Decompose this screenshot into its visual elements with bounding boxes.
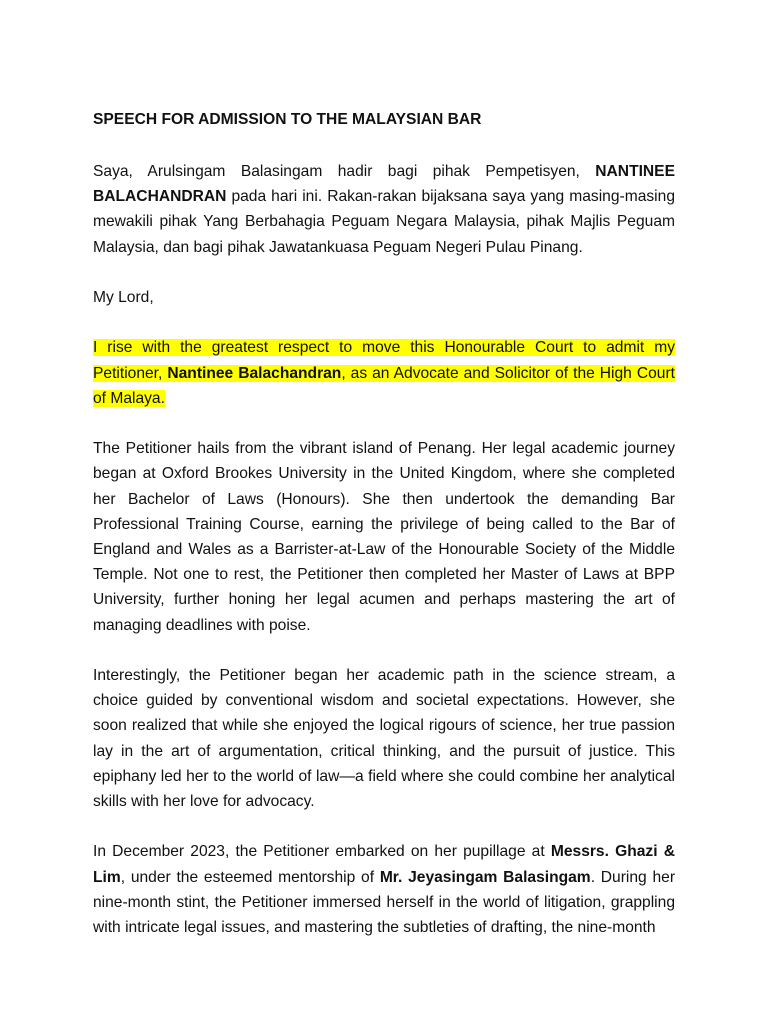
paragraph-salutation: My Lord, bbox=[93, 289, 154, 306]
spacer bbox=[93, 411, 675, 436]
paragraph-education: The Petitioner hails from the vibrant island of Penang. Her legal academic journey began at Oxford Brookes University in the United Kingdom, where she completed her Bachelor of Laws (Honours). She then undertook the demanding Bar Professional Training Course, earning the privilege of being called to the Bar of England and Wales as a Barrister-at-Law of the Honourable Society of the Middle Temple. Not one to rest, the Petitioner then completed her Master of Laws at BPP University, further honing her legal acumen and perhaps mastering the art of managing deadlines with poise. bbox=[93, 440, 675, 634]
document-title: SPEECH FOR ADMISSION TO THE MALAYSIAN BAR bbox=[93, 111, 482, 128]
spacer bbox=[93, 814, 675, 839]
paragraph-background: Interestingly, the Petitioner began her academic path in the science stream, a choice guided by conventional wisdom and societal expectations. However, she soon realized that while she enjoyed the logical rigours of science, her true passion lay in the art of argumentation, critical thinking, and the pursuit of justice. This epiphany led her to the world of law—a field where she could combine her analytical skills with her love for advocacy. bbox=[93, 667, 675, 811]
paragraph-motion-highlighted bbox=[93, 335, 675, 411]
paragraph-text: pada hari ini. Rakan-rakan bijaksana saya yang masing-masing mewakili pihak Yang Berbahagia Peguam Negara Malaysia, pihak Majlis Peguam Malaysia, dan bagi pihak Jawatankuasa Peguam Negeri Pulau Pinang. bbox=[93, 188, 675, 256]
spacer bbox=[93, 310, 675, 335]
paragraph-pupillage bbox=[93, 839, 675, 940]
paragraph-text: In December 2023, the Petitioner embarked on her pupillage at bbox=[93, 843, 551, 861]
spacer bbox=[93, 260, 675, 285]
petitioner-name-bold: NANTINEE BALACHANDRAN bbox=[93, 163, 675, 206]
spacer bbox=[93, 131, 675, 159]
paragraph-text: , under the esteemed mentorship of bbox=[120, 868, 380, 886]
highlighted-text: I rise with the greatest respect to move this Honourable Court to admit my Petitioner, bbox=[93, 339, 675, 382]
highlighted-text: , as an Advocate and Solicitor of the High Court of Malaya. bbox=[93, 364, 675, 407]
mentor-name-bold: Mr. Jeyasingam Balasingam bbox=[379, 868, 591, 886]
firm-name-bold: Messrs. Ghazi & Lim bbox=[93, 843, 675, 886]
paragraph-text: Saya, Arulsingam Balasingam hadir bagi pihak Pempetisyen, bbox=[93, 163, 596, 180]
highlighted-petitioner-name: Nantinee Balachandran bbox=[167, 364, 342, 382]
spacer bbox=[93, 638, 675, 663]
paragraph-introduction bbox=[93, 159, 675, 260]
document-page bbox=[93, 109, 675, 940]
paragraph-text: . During her nine-month stint, the Petitioner immersed herself in the world of litigation, grappling with intricate legal issues, and mastering the subtleties of drafting, the nine-month bbox=[93, 868, 676, 937]
